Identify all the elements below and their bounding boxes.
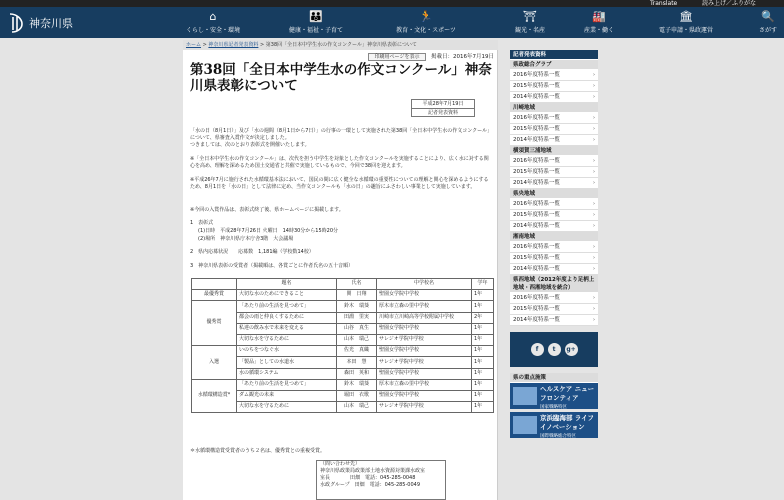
footnote: ＊水循環構造賞受賞者のうち２名は、優秀賞との重複受賞。 [190, 448, 326, 454]
house-icon: ⌂ [209, 10, 217, 23]
table-row [192, 357, 494, 368]
gnav-label: さがす [758, 27, 777, 34]
sidebar-link[interactable]: 2014年度特系一覧 › [510, 315, 598, 326]
table-cell: 聖園女学院中学校 [377, 368, 472, 379]
table-cell: 1年 [472, 334, 494, 345]
table-cell: 大切な水を守るために [237, 334, 337, 345]
table-cell: 聖園女学院中学校 [377, 323, 472, 334]
chevron-right-icon: › [593, 223, 595, 229]
runner-icon: 🏃 [419, 10, 433, 23]
note-paragraph: ※今回の入賞作品は、表彰式終了後、県ホームページに掲載します。 [190, 207, 344, 213]
gnav-item-6[interactable] [728, 7, 784, 38]
page-title: 第38回「全日本中学生水の作文コンクール」神奈川県表彰について [190, 62, 492, 94]
gnav-item-1[interactable] [276, 7, 356, 38]
table-row [192, 390, 494, 401]
table-row [192, 402, 494, 413]
table-cell: サレジオ学院中学校 [377, 357, 472, 368]
table-cell: 1年 [472, 301, 494, 312]
chevron-right-icon: › [593, 255, 595, 261]
translate-link[interactable]: Translate [650, 0, 678, 7]
sidebar-title: 記者発表資料 [510, 50, 598, 60]
table-cell: 関 日翔 [337, 290, 377, 301]
table-cell: 水の循環システム [237, 368, 337, 379]
gnav-item-5[interactable] [646, 7, 726, 38]
chevron-right-icon: › [593, 72, 595, 78]
chevron-right-icon: › [593, 158, 595, 164]
sidebar-link[interactable]: 2014年度特系一覧 › [510, 178, 598, 189]
note-paragraph: ※平成26年7月に施行された水循環基本法において、国民の間に広く健全な水循環の重要性についての理解と関心を深めるようにするため、8月1日を「水の日」として法律に定め、当作文コンクールも「水の日」の趣旨にふさわしい事業として実施しています。 [190, 177, 489, 190]
table-row [192, 379, 494, 390]
table-cell: 厚木市立森の里中学校 [377, 379, 472, 390]
table-cell: 「あたり前の生活を見つめて」 [237, 379, 337, 390]
gnav-item-3[interactable] [490, 7, 570, 38]
table-cell: 1年 [472, 346, 494, 357]
chevron-right-icon: › [593, 137, 595, 143]
breadcrumb: ホーム > 神奈川県記者発表資料 > 第38回「全日本中学生水の作文コンクール」神奈川県表彰について [183, 40, 498, 50]
chevron-right-icon: › [593, 212, 595, 218]
gnav-label: くらし・安全・環境 [185, 27, 240, 34]
furigana-link[interactable]: 読み上げ／ふりがな [702, 0, 757, 7]
chevron-right-icon: › [593, 94, 595, 100]
site-header [0, 7, 784, 38]
sidebar-link[interactable]: 2016年度特系一覧 › [510, 199, 598, 210]
published-date: 掲載日：2016年7月19日 [431, 54, 494, 60]
googleplus-icon[interactable]: g+ [565, 343, 578, 356]
chevron-right-icon: › [593, 306, 595, 312]
table-header [192, 279, 237, 290]
banner-healthcare[interactable]: ヘルスケア ニューフロンティア 国家戦略特区 [510, 383, 598, 409]
facebook-icon[interactable]: f [531, 343, 544, 356]
family-icon: 👪 [309, 10, 323, 23]
table-header: 学年 [472, 279, 494, 290]
table-cell: 本田 慧 [337, 357, 377, 368]
table-row [192, 334, 494, 345]
table-cell: いのちをつなぐ水 [237, 346, 337, 357]
table-cell: 佐光 真織 [337, 346, 377, 357]
table-row [192, 290, 494, 301]
sidebar-link[interactable]: 2015年度特系一覧 › [510, 81, 598, 92]
search-icon: 🔍 [761, 10, 775, 23]
press-date-box: 平成28年7月19日 記者発表資料 [411, 99, 475, 117]
award-cell: 優秀賞 [192, 301, 237, 346]
list-item: 1 表彰式 [190, 220, 214, 226]
note-paragraph: ※「全日本中学生水の作文コンクール」は、次代を担う中学生を対象とした作文コンクールを実施することにより、広く水に対する関心を高め、理解を深めるため国土交通省と共催で実施しているもので、今回で38回を迎えます。 [190, 156, 489, 169]
table-row [192, 368, 494, 379]
banner-image [513, 387, 537, 405]
sidebar-link[interactable]: 2014年度特系一覧 › [510, 92, 598, 103]
banner-life-innovation[interactable]: 京浜臨海部 ライフイノベーション 国際戦略総合特区 [510, 412, 598, 438]
table-cell: 聖園女学院中学校 [377, 346, 472, 357]
main-content [183, 50, 498, 500]
intro-paragraph-2: つきましては、次のとおり表彰式を開催いたします。 [190, 142, 310, 148]
sidebar-section-heading: 横須賀三浦地域 [510, 146, 598, 156]
gnav-label: 観光・名産 [514, 27, 545, 34]
recommend-title: 県の重点施策 [510, 373, 598, 383]
chevron-right-icon: › [593, 317, 595, 323]
table-cell: 1年 [472, 290, 494, 301]
table-cell: 大切な水のためにできること [237, 290, 337, 301]
landmark-icon: ⛩ [523, 10, 537, 23]
breadcrumb-parent[interactable]: 神奈川県記者発表資料 [208, 42, 259, 48]
table-cell: 大切な水を守るために [237, 402, 337, 413]
sidebar-link[interactable]: 2016年度特系一覧 › [510, 242, 598, 253]
sidebar-link[interactable]: 2014年度特系一覧 › [510, 264, 598, 275]
chevron-right-icon: › [593, 115, 595, 121]
table-cell: 1年 [472, 323, 494, 334]
table-cell: 山本 瑞己 [337, 402, 377, 413]
table-cell: 鈴木 瑞葵 [337, 301, 377, 312]
table-cell: 聖園女学院中学校 [377, 290, 472, 301]
gnav-label: 健康・福祉・子育て [288, 27, 343, 34]
chevron-right-icon: › [593, 266, 595, 272]
chevron-right-icon: › [593, 169, 595, 175]
list-item: (2)場所 神奈川県庁本庁舎3階 大会議場 [198, 236, 294, 242]
sidebar-section-heading: 県西地域（2012年度より足柄上地域・西湘地域を統合） [510, 275, 598, 293]
twitter-icon[interactable]: t [548, 343, 561, 356]
print-page-button[interactable]: 印刷用ページを表示 [368, 53, 426, 61]
table-header: 題名 [237, 279, 337, 290]
gnav-label: 産業・働く [583, 27, 614, 34]
chevron-right-icon: › [593, 83, 595, 89]
awards-table [191, 278, 494, 413]
sidebar-link[interactable]: 2015年度特系一覧 › [510, 167, 598, 178]
chevron-right-icon: › [593, 201, 595, 207]
sidebar-link[interactable]: 2016年度特系一覧 › [510, 113, 598, 124]
gnav-item-2[interactable] [386, 7, 466, 38]
sidebar-link[interactable]: 2015年度特系一覧 › [510, 210, 598, 221]
table-cell: 1年 [472, 357, 494, 368]
table-cell: 1年 [472, 390, 494, 401]
site-logo[interactable] [0, 7, 100, 38]
sidebar-link[interactable]: 2016年度特系一覧 › [510, 293, 598, 304]
chevron-right-icon: › [593, 180, 595, 186]
award-cell: 最優秀賞 [192, 290, 237, 301]
breadcrumb-current: 第38回「全日本中学生水の作文コンクール」神奈川県表彰について [265, 42, 417, 48]
table-cell: 聖園女学院中学校 [377, 390, 472, 401]
list-item: 3 神奈川県表彰の受賞者（掲載順は、各賞ごとに作者氏名の五十音順） [190, 263, 354, 269]
table-cell: 山谷 真生 [337, 323, 377, 334]
table-header: 中学校名 [377, 279, 472, 290]
social-links [510, 332, 598, 367]
breadcrumb-home[interactable]: ホーム [186, 42, 202, 48]
sidebar-section-heading: 川崎地域 [510, 103, 598, 113]
gnav-item-0[interactable] [173, 7, 253, 38]
sidebar-link[interactable]: 2014年度特系一覧 › [510, 221, 598, 232]
contact-box: （問い合わせ先） 神奈川県政策局政策部土地水資源対策課水政室 室長 田畑 電話：045-285-0048 水政グループ 田畑 電話：045-285-0049 [316, 460, 446, 500]
chevron-right-icon: › [593, 295, 595, 301]
sidebar-section-heading: 県政総合グラブ [510, 60, 598, 70]
factory-icon: 🏭 [592, 10, 606, 23]
table-cell: 川崎市立川崎高等学校附属中学校 [377, 312, 472, 323]
table-cell: 1年 [472, 402, 494, 413]
table-cell: サレジオ学院中学校 [377, 334, 472, 345]
top-utility-bar [0, 0, 784, 7]
table-header: 氏名 [337, 279, 377, 290]
gnav-label: 教育・文化・スポーツ [396, 27, 456, 34]
sidebar-section-heading: 県央地域 [510, 189, 598, 199]
gnav-label: 電子申請・県政運営 [658, 27, 713, 34]
list-item: 2 県内応募状況 応募数 1,181編（学校数14校） [190, 249, 314, 255]
sidebar-link[interactable]: 2015年度特系一覧 › [510, 124, 598, 135]
table-cell: 堀田 衣歌 [337, 390, 377, 401]
table-cell: 私達の飲み水で未来を変える [237, 323, 337, 334]
sidebar-section-heading: 湘南地域 [510, 232, 598, 242]
table-cell: 厚木市立森の里中学校 [377, 301, 472, 312]
site-name: 神奈川県 [29, 16, 73, 30]
table-cell: サレジオ学院中学校 [377, 402, 472, 413]
table-cell: 田淵 里実 [337, 312, 377, 323]
banner-image [513, 416, 537, 434]
table-cell: 1年 [472, 379, 494, 390]
table-cell: ダム観光の未来 [237, 390, 337, 401]
building-icon: 🏛 [679, 10, 693, 23]
list-item: (1)日時 平成28年7月26日 火曜日 14時30分から15時20分 [198, 228, 339, 234]
table-row [192, 312, 494, 323]
table-cell: 都会の雨と仲良くするために [237, 312, 337, 323]
sidebar-link[interactable]: 2016年度特系一覧 › [510, 70, 598, 81]
table-row [192, 301, 494, 312]
sidebar-link[interactable]: 2016年度特系一覧 › [510, 156, 598, 167]
sidebar-link[interactable]: 2014年度特系一覧 › [510, 135, 598, 146]
award-cell: 入選 [192, 346, 237, 380]
table-cell: 1年 [472, 368, 494, 379]
recommend-section [510, 373, 598, 438]
table-cell: 鈴木 瑞葵 [337, 379, 377, 390]
table-cell: 森田 英和 [337, 368, 377, 379]
gnav-item-4[interactable] [559, 7, 639, 38]
chevron-right-icon: › [593, 244, 595, 250]
intro-paragraph: 「水の日（8月1日）」及び「水の週間（8月1日から7日）」の行事の一環として実施された第38回「全日本中学生水の作文コンクール」について、県審査入賞作文が決定しました。 [190, 128, 493, 141]
table-cell: 「製品」としての水道水 [237, 357, 337, 368]
kanagawa-emblem-icon [6, 11, 26, 35]
sidebar-link[interactable]: 2015年度特系一覧 › [510, 304, 598, 315]
sidebar [510, 50, 598, 500]
sidebar-link[interactable]: 2015年度特系一覧 › [510, 253, 598, 264]
table-cell: 山本 瑞己 [337, 334, 377, 345]
chevron-right-icon: › [593, 126, 595, 132]
table-cell: 2年 [472, 312, 494, 323]
table-cell: 「あたり前の生活を見つめて」 [237, 301, 337, 312]
table-row [192, 346, 494, 357]
table-row [192, 323, 494, 334]
award-cell: 水循環構造賞* [192, 379, 237, 413]
